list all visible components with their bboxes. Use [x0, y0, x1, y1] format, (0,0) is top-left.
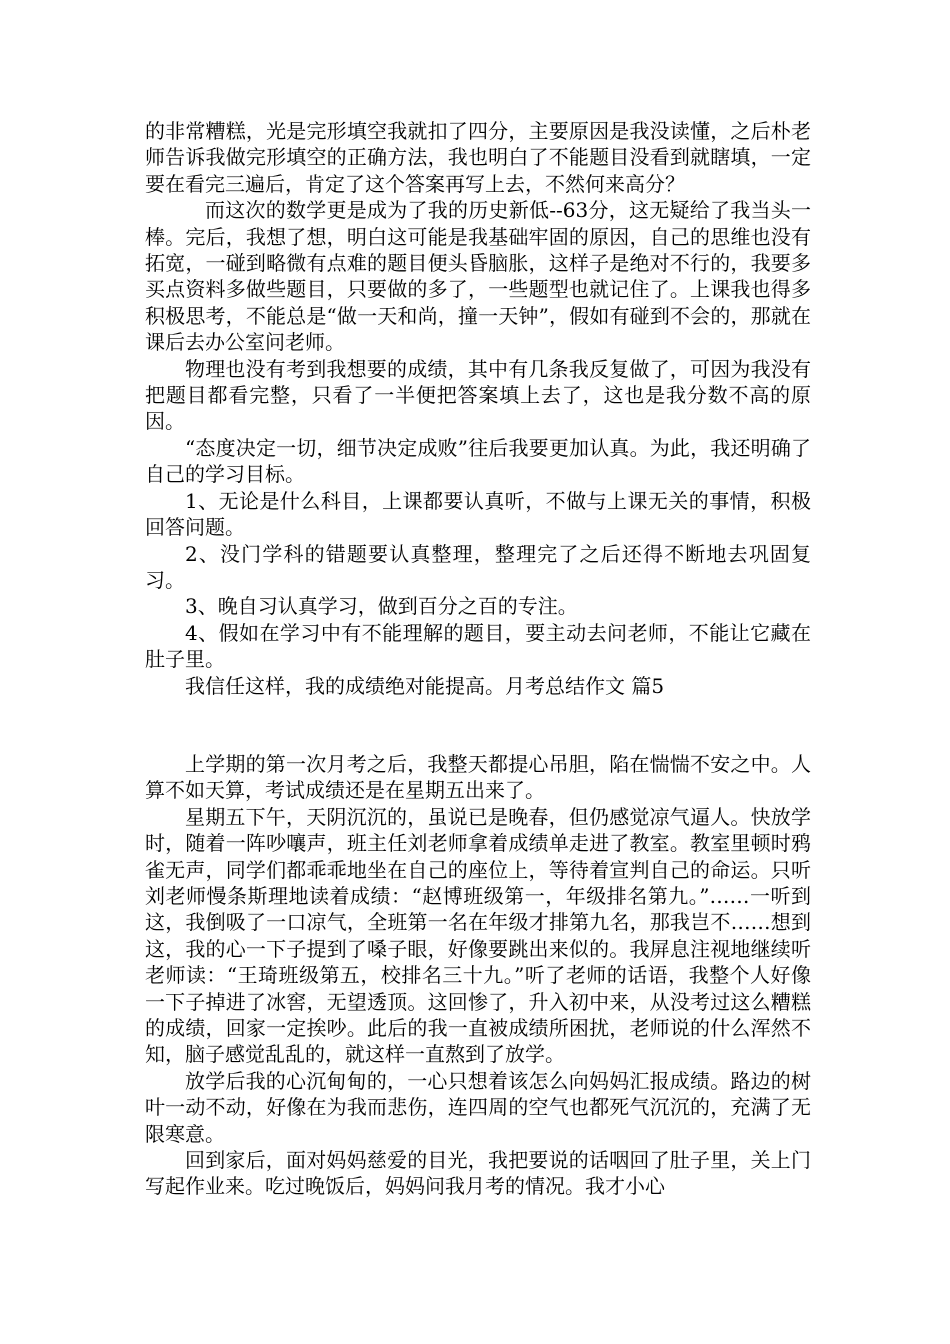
paragraph-english-review: 的非常糟糕，光是完形填空我就扣了四分，主要原因是我没读懂，之后朴老师告诉我做完形填空的正确方法，我也明白了不能题目没看到就瞎填，一定要在看完三遍后，肯定了这个答案再写上去，不然何来高分？: [145, 119, 811, 196]
paragraph-conclusion-heading: 我信任这样，我的成绩绝对能提高。月考总结作文 篇5: [185, 673, 665, 698]
document-section-2: [145, 751, 811, 1200]
paragraph-attitude: “态度决定一切，细节决定成败”往后我要更加认真。为此，我还明确了自己的学习目标。: [145, 435, 811, 487]
section-spacer: [145, 699, 811, 751]
paragraph-goal-4: 4、假如在学习中有不能理解的题目，要主动去问老师，不能让它藏在肚子里。: [145, 620, 811, 672]
paragraph-at-home: 回到家后，面对妈妈慈爱的目光，我把要说的话咽回了肚子里，关上门写起作业来。吃过晚饭后，妈妈问我月考的情况。我才小心: [145, 1148, 811, 1199]
paragraph-goal-1: 1、无论是什么科目，上课都要认真听，不做与上课无关的事情，积极回答问题。: [145, 488, 811, 540]
paragraph-physics-review: 物理也没有考到我想要的成绩，其中有几条我反复做了，可因为我没有把题目都看完整，只看了一半便把答案填上去了，这也是我分数不高的原因。: [145, 356, 811, 434]
document-section-1: [145, 118, 811, 699]
document-page: [145, 118, 811, 1200]
paragraph-monthly-exam-intro: 上学期的第一次月考之后，我整天都提心吊胆，陷在惴惴不安之中。人算不如天算，考试成绩还是在星期五出来了。: [145, 751, 811, 803]
paragraph-after-school: 放学后我的心沉甸甸的，一心只想着该怎么向妈妈汇报成绩。路边的树叶一动不动，好像在为我而悲伤，连四周的空气也都死气沉沉的，充满了无限寒意。: [145, 1068, 811, 1146]
paragraph-goal-3: 3、晚自习认真学习，做到百分之百的专注。: [185, 594, 578, 619]
paragraph-goal-2: 2、没门学科的错题要认真整理，整理完了之后还得不断地去巩固复习。: [145, 541, 811, 592]
paragraph-math-review: 而这次的数学更是成为了我的历史新低--63分，这无疑给了我当头一棒。完后，我想了想，明白这可能是我基础牢固的原因，自己的思维也没有拓宽，一碰到略微有点难的题目便头昏脑胀，这样子是绝对不行的，我要多买点资料多做些题目，只要做的多了，一些题型也就记住了。上课我也得多积极思考，不能总是“做一天和尚，撞一天钟”，假如有碰到不会的，那就在课后去办公室问老师。: [145, 198, 811, 355]
paragraph-friday-results: 星期五下午，天阴沉沉的，虽说已是晚春，但仍感觉凉气逼人。快放学时，随着一阵吵嚷声，班主任刘老师拿着成绩单走进了教室。教室里顿时鸦雀无声，同学们都乖乖地坐在自己的座位上，等待着宣判自己的命运。只听刘老师慢条斯理地读着成绩：“赵博班级第一，年级排名第九。”……一听到这，我倒吸了一口凉气，全班第一名在年级才排第九名，那我岂不……想到这，我的心一下子提到了嗓子眼，好像要跳出来似的。我屏息注视地继续听老师读：“王琦班级第五，校排名三十九。”听了老师的话语，我整个人好像一下子掉进了冰窖，无望透顶。这回惨了，升入初中来，从没考过这么糟糕的成绩，回家一定挨吵。此后的我一直被成绩所困扰，老师说的什么浑然不知，脑子感觉乱乱的，就这样一直熬到了放学。: [145, 804, 811, 1067]
